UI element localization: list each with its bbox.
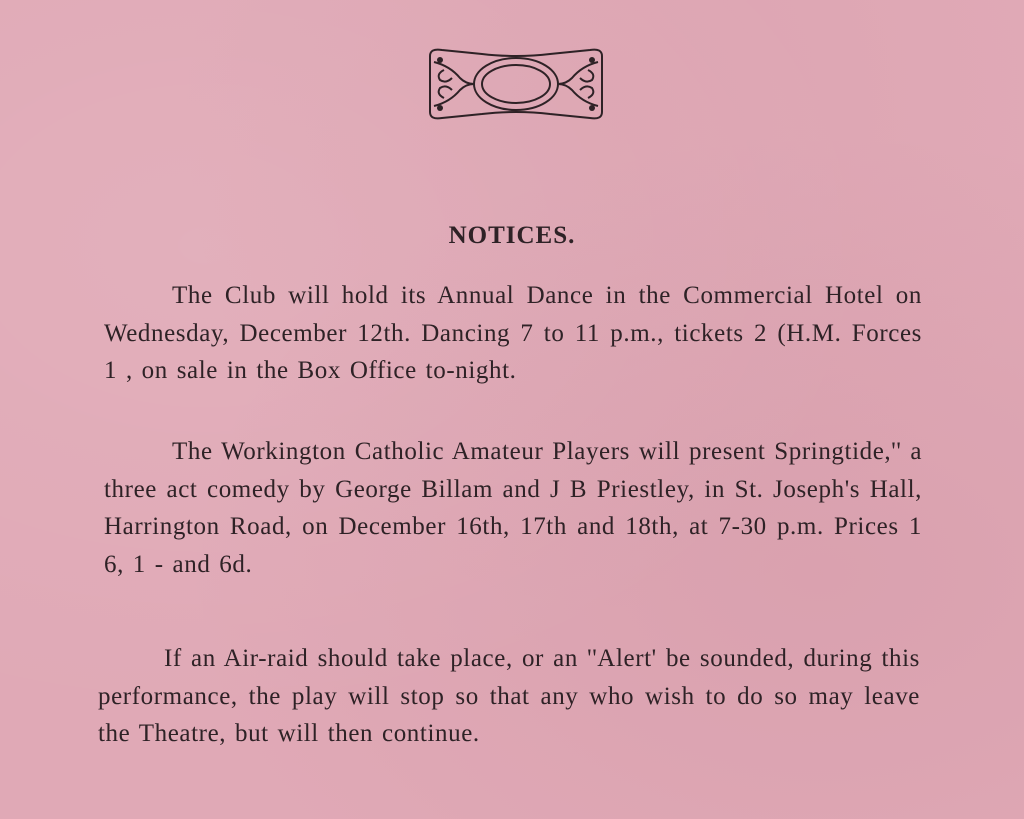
notice-air-raid: If an Air-raid should take place, or an ''Alert' be sounded, during this performance, the play will stop so that any who wish to do so may leave the Theatre, but will then continue. <box>98 645 920 747</box>
notice-springtide-play: The Workington Catholic Amateur Players will present Springtide,'' a three act comedy by George Billam and J B Priestley, in St. Joseph's Hall, Harrington Road, on December 16th, 17th and 18th, at 7-30 p.m. Prices 1 6, 1 - and 6d. <box>104 438 923 578</box>
notices-heading: NOTICES. <box>448 222 576 249</box>
notice-annual-dance: The Club will hold its Annual Dance in the Commercial Hotel on Wednesday, December 12th. Dancing 7 to 11 p.m., tickets 2 (H.M. Forces 1 , on sale in the Box Office to-night. <box>104 282 922 384</box>
scroll-ornament-icon <box>420 44 612 124</box>
